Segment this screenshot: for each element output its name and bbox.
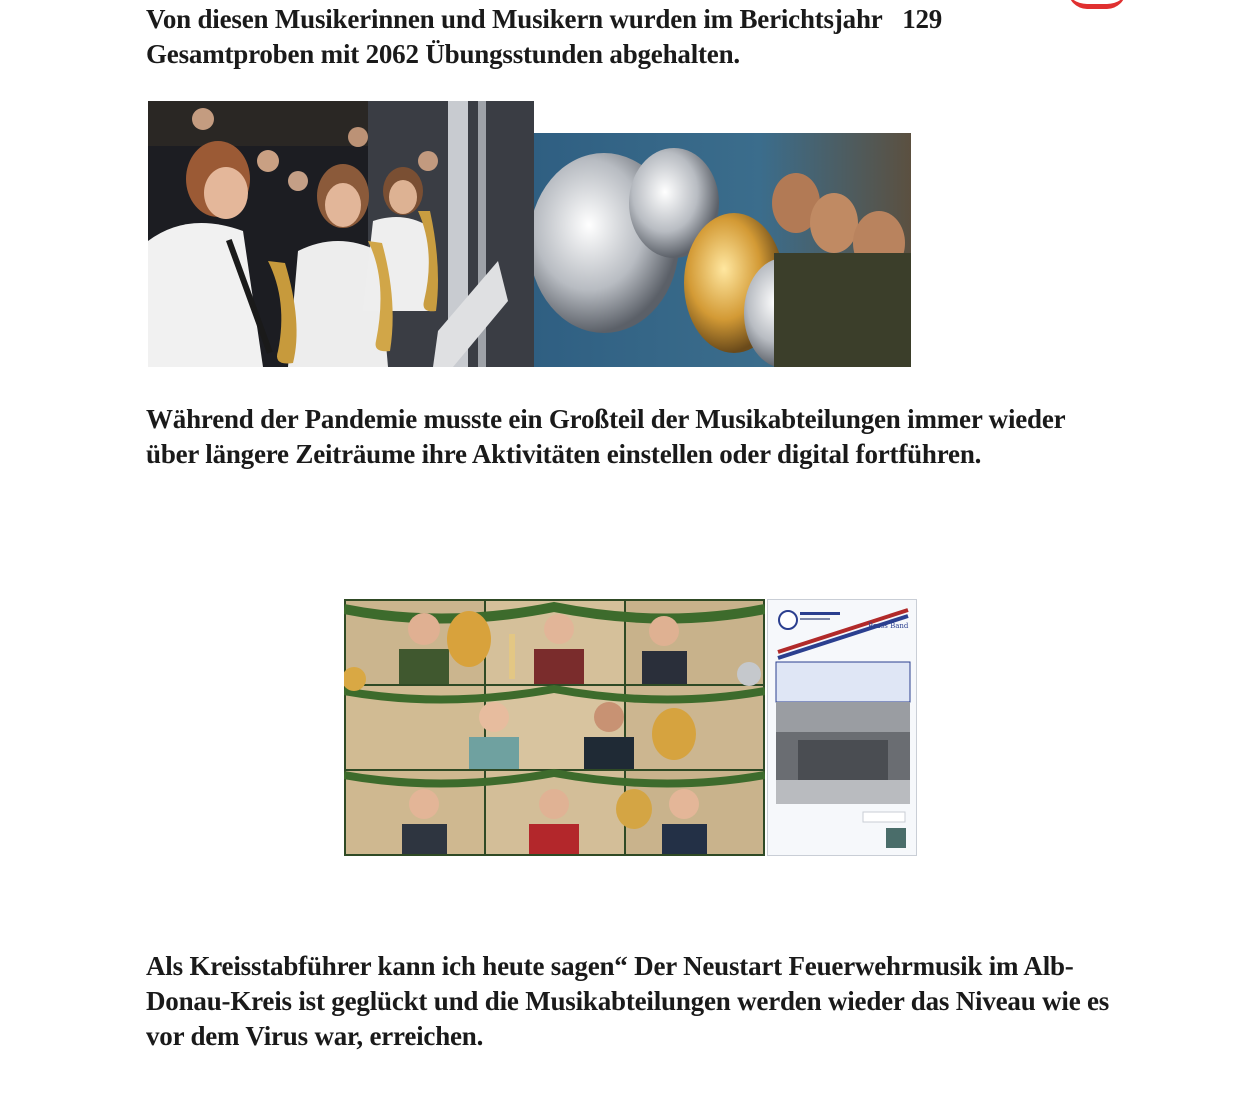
svg-text:Brass Band: Brass Band: [868, 622, 909, 630]
paragraph-rehearsal-stats: Von diesen Musikerinnen und Musikern wurden im Berichtsjahr 129 Gesamtproben mit 2062 Übungsstunden abgehalten.: [146, 4, 943, 69]
paragraph-conclusion: Als Kreisstabführer kann ich heute sagen“ Der Neustart Feuerwehrmusik im Alb-Donau-Kreis ist geglückt und die Musikabteilungen werden wieder das Niveau wie es vor dem Virus war, erreichen.: [146, 951, 1110, 1051]
lockdown-flyer-image: [767, 599, 917, 856]
red-logo-fragment: [1068, 0, 1126, 9]
photo-band-saxophones: [148, 101, 534, 367]
photo-online-rehearsal-collage: [344, 599, 765, 856]
paragraph-pandemic: Während der Pandemie musste ein Großteil der Musikabteilungen immer wieder über längere Zeiträume ihre Aktivitäten einstellen oder digital fortführen.: [146, 404, 1065, 469]
photo-band-tubas: [534, 133, 911, 367]
